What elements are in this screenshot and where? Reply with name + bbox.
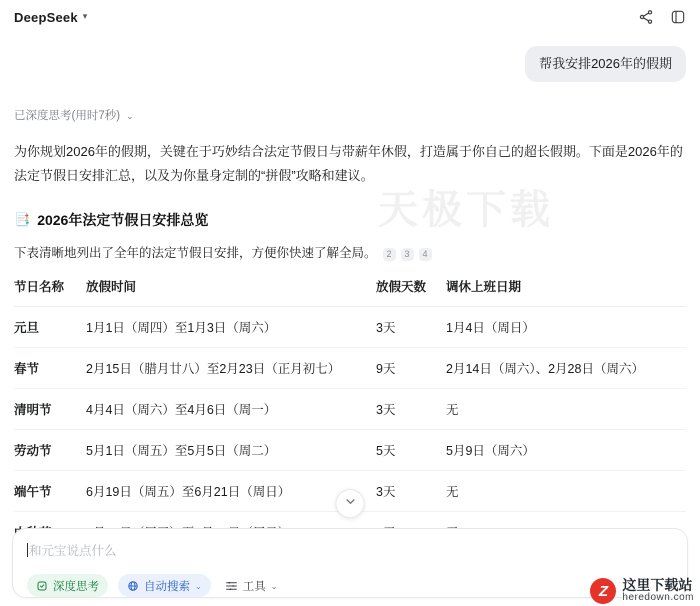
deep-think-label: 深度思考 (53, 580, 99, 593)
thinking-toggle[interactable] (14, 107, 134, 123)
tools-label: 工具 (242, 580, 266, 593)
section-subtitle-row (14, 243, 686, 261)
site-watermark-text (622, 578, 694, 603)
section-subtitle: 下表清晰地列出了全年的法定节假日安排，方便你快速了解全局。 (14, 246, 377, 261)
cell-holiday-days: 3天 (376, 389, 446, 430)
tools-button[interactable] (221, 574, 287, 597)
cell-holiday-days: 3天 (376, 471, 446, 512)
app-title: DeepSeek (14, 9, 78, 25)
thinking-row (14, 106, 686, 124)
citation-chip[interactable]: 4 (419, 248, 432, 261)
composer-toolbar (27, 574, 673, 597)
cell-holiday-name: 劳动节 (14, 430, 86, 471)
table-row (14, 430, 686, 471)
site-logo-icon: Z (590, 578, 616, 604)
citation-chip[interactable]: 2 (383, 248, 396, 261)
citation-chip[interactable]: 3 (401, 248, 414, 261)
message-input[interactable] (27, 541, 673, 559)
composer[interactable] (12, 528, 688, 598)
chevron-down-icon: ⌄ (270, 582, 278, 591)
new-chat-icon[interactable] (670, 9, 686, 25)
section-heading (14, 210, 686, 230)
assistant-paragraph: 为你规划2026年的假期，关键在于巧妙结合法定节假日与带薪年休假，打造属于你自己的超长假期。下面是2026年的法定节假日安排汇总，以及为你量身定制的“拼假”攻略和建议。 (14, 144, 683, 184)
cell-holiday-dates: 5月1日（周五）至5月5日（周二） (86, 430, 376, 471)
cell-makeup-workdays: 无 (446, 389, 686, 430)
cell-holiday-dates: 1月1日（周四）至1月3日（周六） (86, 307, 376, 348)
top-bar (0, 0, 700, 34)
table-row (14, 307, 686, 348)
conversation-scroll-area[interactable] (0, 34, 700, 526)
chevron-down-icon: ⌄ (126, 110, 134, 121)
watermark: 天极下载 (378, 188, 554, 232)
chevron-down-icon[interactable]: ▾ (82, 10, 88, 21)
tools-icon (225, 579, 238, 592)
cell-holiday-dates: 6月19日（周五）至6月21日（周日） (86, 471, 376, 512)
site-name-cn: 这里下载站 (622, 577, 693, 594)
cell-holiday-days: 3天 (376, 307, 446, 348)
cell-makeup-workdays: 无 (446, 471, 686, 512)
cell-holiday-days: 5天 (376, 430, 446, 471)
cell-holiday-name: 清明节 (14, 389, 86, 430)
deep-think-button[interactable] (27, 574, 108, 597)
citation-group (383, 248, 432, 261)
cell-holiday-name: 春节 (14, 348, 86, 389)
user-message-bubble: 帮我安排2026年的假期 (525, 46, 686, 82)
cell-holiday-name: 元旦 (14, 307, 86, 348)
cell-makeup-workdays: 2月14日（周六）、2月28日（周六） (446, 348, 686, 389)
clipboard-icon: 📑 (14, 212, 31, 228)
chevron-down-icon: ⌄ (195, 582, 202, 591)
cell-holiday-name: 端午节 (14, 471, 86, 512)
section-heading-text: 2026年法定节假日安排总览 (37, 212, 209, 229)
cell-holiday-dates: 2月15日（腊月廿八）至2月23日（正月初七） (86, 348, 376, 389)
cell-makeup-workdays: 1月4日（周日） (446, 307, 686, 348)
site-name-en: heredown.com (622, 592, 694, 604)
top-bar-actions (638, 9, 686, 25)
auto-search-label: 自动搜索 (144, 580, 190, 593)
table-row (14, 348, 686, 389)
site-watermark-badge (590, 578, 694, 604)
column-header-dates: 放假时间 (86, 277, 376, 307)
globe-icon (127, 580, 139, 592)
text-cursor (27, 543, 28, 557)
cell-holiday-days: 9天 (376, 348, 446, 389)
deep-think-icon (36, 580, 48, 592)
thinking-label: 已深度思考(用时7秒) (14, 110, 121, 123)
table-header-row (14, 277, 686, 307)
share-icon[interactable] (638, 9, 654, 25)
chevron-down-icon (343, 494, 357, 513)
column-header-workdays: 调休上班日期 (446, 277, 686, 307)
scroll-to-bottom-button[interactable] (336, 489, 365, 518)
auto-search-button[interactable] (118, 574, 211, 597)
column-header-name: 节日名称 (14, 277, 86, 307)
cell-holiday-dates: 4月4日（周六）至4月6日（周一） (86, 389, 376, 430)
column-header-days: 放假天数 (376, 277, 446, 307)
table-row (14, 389, 686, 430)
message-input-placeholder: 和元宝说点什么 (29, 544, 117, 558)
cell-makeup-workdays: 5月9日（周六） (446, 430, 686, 471)
user-message-row (14, 46, 686, 82)
